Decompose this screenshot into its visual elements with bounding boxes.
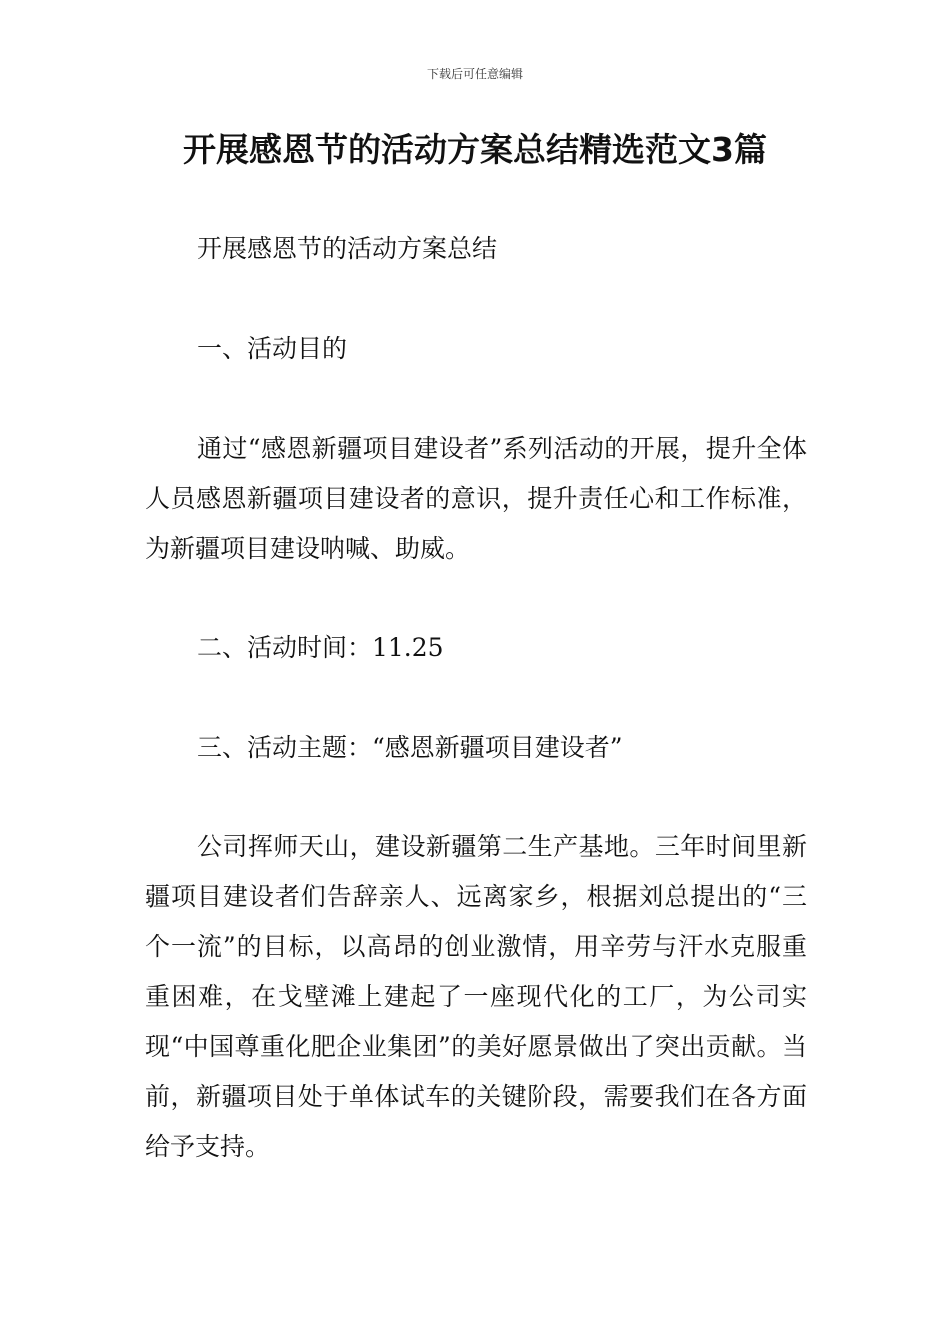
- paragraph-background-body: 公司挥师天山，建设新疆第二生产基地。三年时间里新疆项目建设者们告辞亲人、远离家乡，根据刘总提出的“三个一流”的目标，以高昂的创业激情，用辛劳与汗水克服重重困难，在戈壁滩上建起了一座现代化的工厂，为公司实现“中国尊重化肥企业集团”的美好愿景做出了突出贡献。当前，新疆项目处于单体试车的关键阶段，需要我们在各方面给予支持。: [145, 832, 807, 1161]
- paragraph-subtitle: 开展感恩节的活动方案总结: [197, 234, 498, 263]
- paragraph-section-time: 二、活动时间：11.25: [197, 633, 444, 662]
- document-title: 开展感恩节的活动方案总结精选范文3篇: [183, 130, 767, 169]
- paragraph-section-purpose: 一、活动目的: [197, 334, 348, 363]
- paragraph-section-theme: 三、活动主题：“感恩新疆项目建设者”: [197, 733, 623, 762]
- paragraph-purpose-body: 通过“感恩新疆项目建设者”系列活动的开展，提升全体人员感恩新疆项目建设者的意识，提升责任心和工作标准，为新疆项目建设呐喊、助威。: [145, 434, 807, 563]
- header-note: 下载后可任意编辑: [426, 67, 523, 81]
